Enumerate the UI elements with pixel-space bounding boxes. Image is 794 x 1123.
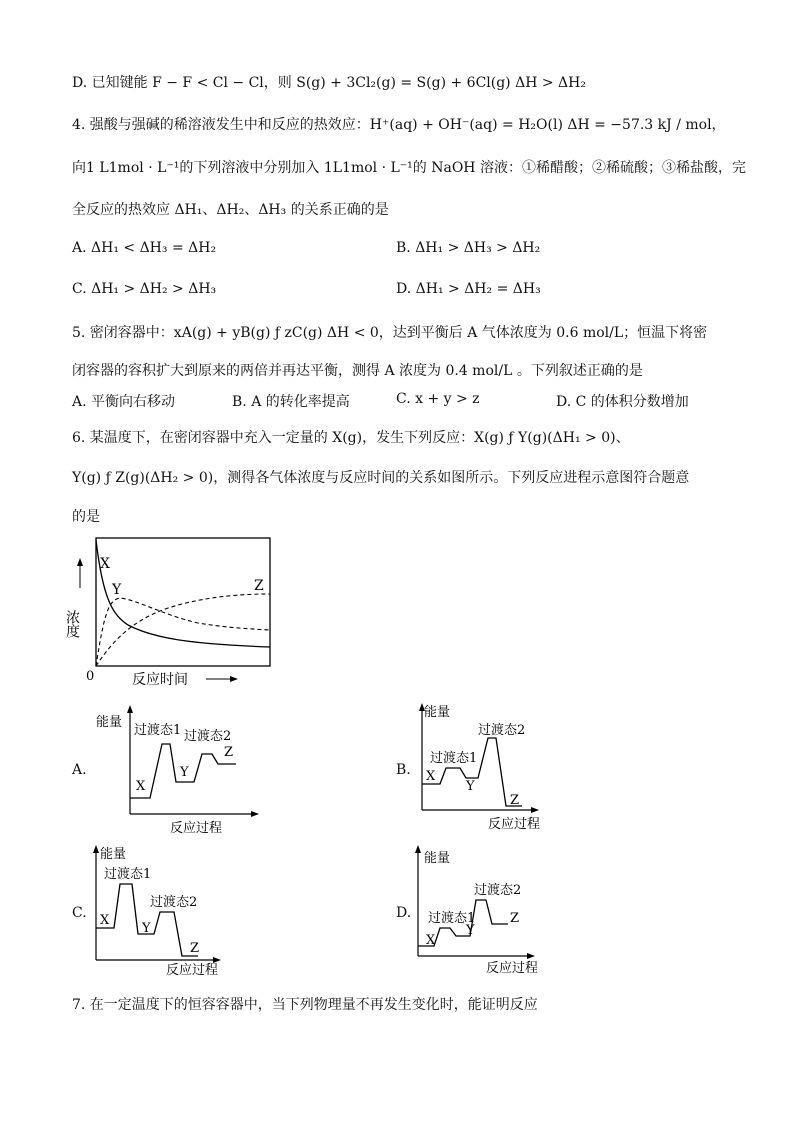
y-label-a: Y xyxy=(180,765,189,780)
curve-y xyxy=(96,598,270,666)
energy-option-b-letter: B. xyxy=(396,762,411,778)
q5-option-c: C. x + y > z xyxy=(396,391,480,407)
energy-xlabel-a: 反应过程 xyxy=(170,821,223,836)
y-label-d: Y xyxy=(466,923,475,938)
y-label-c: Y xyxy=(142,921,151,936)
q4-option-d: D. ΔH₁ > ΔH₂ = ΔH₃ xyxy=(396,281,541,297)
energy-diagram-c xyxy=(88,842,238,982)
ts2-label-b: 过渡态2 xyxy=(478,723,526,738)
x-label-c: X xyxy=(100,913,110,928)
z-label-d: Z xyxy=(510,911,520,926)
x-label-a: X xyxy=(136,779,146,794)
z-label-a: Z xyxy=(224,745,234,760)
energy-xlabel-b: 反应过程 xyxy=(488,817,541,832)
energy-xlabel-d: 反应过程 xyxy=(486,961,539,976)
origin: 0 xyxy=(86,669,95,684)
z-label-b: Z xyxy=(510,793,520,808)
q5-option-d: D. C 的体积分数增加 xyxy=(556,394,689,410)
label-y: Y xyxy=(112,582,122,598)
ylabel: 浓度 xyxy=(64,610,80,638)
q4-line-3: 全反应的热效应 ΔH₁、ΔH₂、ΔH₃ 的关系正确的是 xyxy=(72,202,389,218)
x-label-d: X xyxy=(426,933,436,948)
q6-line-2: Y(g) ƒ Z(g)(ΔH₂ > 0)，测得各气体浓度与反应时间的关系如图所示。下列反应进程示意图符合题意 xyxy=(72,470,690,486)
q4-line-1: 4. 强酸与强碱的稀溶液发生中和反应的热效应：H⁺(aq) + OH⁻(aq) = H₂O(l) ΔH = −57.3 kJ / mol， xyxy=(72,117,726,133)
q6-line-1: 6. 某温度下，在密闭容器中充入一定量的 X(g)，发生下列反应：X(g) ƒ Y(g)(ΔH₁ > 0)、 xyxy=(72,430,630,446)
q5-line-2: 闭容器的容积扩大到原来的两倍并再达平衡，测得 A 浓度为 0.4 mol/L 。下列叙述正确的是 xyxy=(72,363,643,379)
energy-option-d-letter: D. xyxy=(396,905,412,921)
curve-x xyxy=(96,540,270,647)
curve-z xyxy=(96,594,270,666)
q4-option-a: A. ΔH₁ < ΔH₃ = ΔH₂ xyxy=(72,240,217,256)
ts2-label-a: 过渡态2 xyxy=(184,729,232,744)
energy-diagram-b xyxy=(412,700,552,840)
ts1-label-c: 过渡态1 xyxy=(104,867,152,882)
q3-option-d: D. 已知键能 F − F < Cl − Cl，则 S(g) + 3Cl₂(g) = S(g) + 6Cl(g) ΔH > ΔH₂ xyxy=(72,75,586,91)
x-label-b: X xyxy=(426,769,436,784)
ts1-label-d: 过渡态1 xyxy=(428,911,476,926)
energy-path-b xyxy=(422,738,522,806)
q5-option-b: B. A 的转化率提高 xyxy=(232,394,350,410)
energy-option-c-letter: C. xyxy=(72,905,87,921)
energy-diagram-d xyxy=(410,842,550,982)
energy-xlabel-c: 反应过程 xyxy=(166,963,219,978)
z-label-c: Z xyxy=(190,941,200,956)
q5-option-a: A. 平衡向右移动 xyxy=(72,394,176,410)
energy-ylabel-c: 能量 xyxy=(100,847,127,862)
ts1-label-b: 过渡态1 xyxy=(430,751,478,766)
energy-ylabel-d: 能量 xyxy=(424,851,451,866)
q5-line-1: 5. 密闭容器中：xA(g) + yB(g) ƒ zC(g) ΔH < 0，达到平衡后 A 气体浓度为 0.6 mol/L；恒温下将密 xyxy=(72,325,708,341)
energy-ylabel-a: 能量 xyxy=(96,715,123,730)
xlabel: 反应时间 xyxy=(132,672,188,688)
label-x: X xyxy=(100,556,110,572)
q4-line-2: 向1 L1mol · L⁻¹的下列溶液中分别加入 1L1mol · L⁻¹的 NaOH 溶液：①稀醋酸；②稀硫酸；③稀盐酸，完 xyxy=(72,160,746,176)
energy-option-a-letter: A. xyxy=(72,762,87,778)
q4-option-b: B. ΔH₁ > ΔH₃ > ΔH₂ xyxy=(396,240,541,256)
concentration-time-chart xyxy=(64,530,288,690)
y-label-b: Y xyxy=(466,779,475,794)
q6-line-3: 的是 xyxy=(72,509,100,525)
ts2-label-c: 过渡态2 xyxy=(150,895,198,910)
q7-line-1: 7. 在一定温度下的恒容容器中，当下列物理量不再发生变化时，能证明反应 xyxy=(72,997,538,1013)
ts1-label-a: 过渡态1 xyxy=(134,723,182,738)
ts2-label-d: 过渡态2 xyxy=(474,883,522,898)
energy-diagram-a xyxy=(90,702,270,842)
energy-ylabel-b: 能量 xyxy=(424,705,451,720)
label-z: Z xyxy=(254,578,264,594)
q4-option-c: C. ΔH₁ > ΔH₂ > ΔH₃ xyxy=(72,281,217,297)
